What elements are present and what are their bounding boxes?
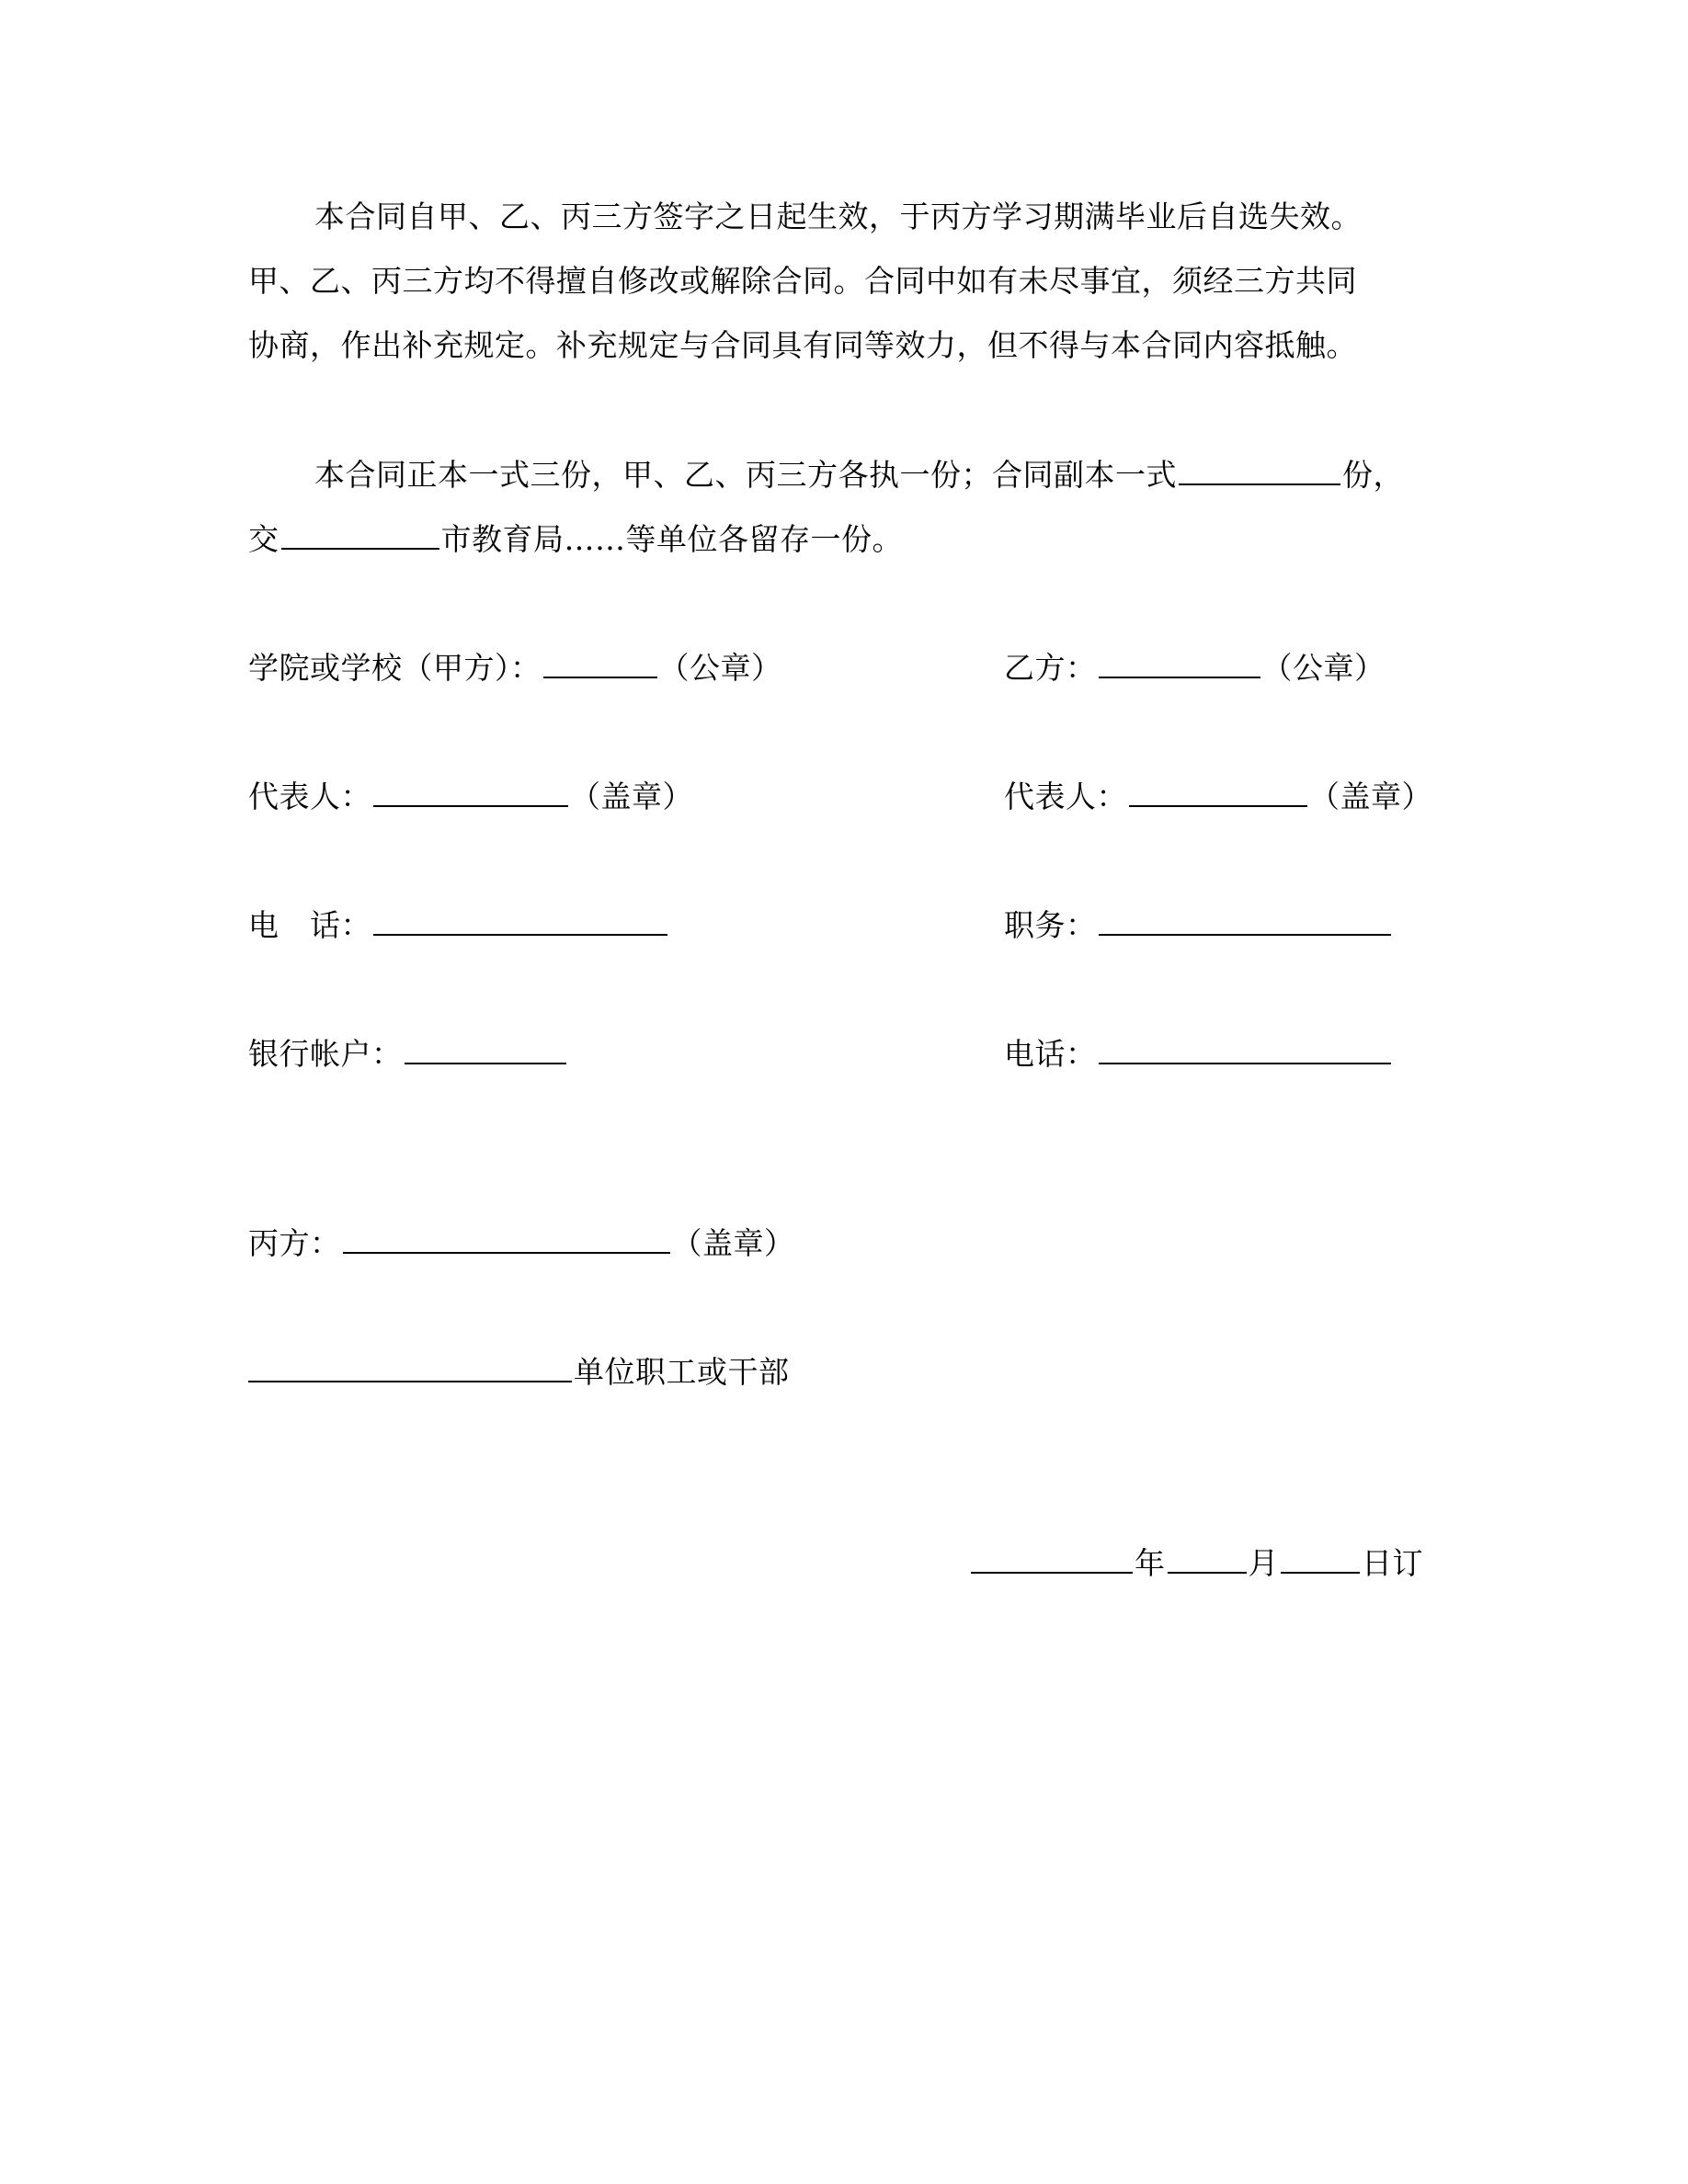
party-a-bank-label: 银行帐户： — [248, 1036, 403, 1072]
effect-line-3-text: 协商，作出补充规定。补充规定与合同具有同等效力，但不得与本合同内容抵触。 — [248, 327, 1357, 363]
party-a-rep-blank[interactable] — [373, 778, 568, 807]
copies-text-3: 交 — [248, 521, 279, 557]
party-a-school-row — [248, 649, 782, 687]
effect-paragraph-line-3 — [248, 327, 1357, 364]
party-b-blank[interactable] — [1099, 649, 1260, 678]
party-a-phone-blank[interactable] — [373, 906, 667, 936]
party-b-phone-label: 电话： — [1004, 1036, 1097, 1072]
date-day-label: 日订 — [1362, 1545, 1423, 1581]
party-a-school-label: 学院或学校（甲方）： — [248, 650, 542, 686]
party-a-school-blank[interactable] — [543, 649, 657, 678]
party-a-bank-row — [248, 1035, 568, 1073]
party-c-unit-suffix: 单位职工或干部 — [574, 1354, 790, 1390]
date-month-label: 月 — [1248, 1545, 1279, 1581]
party-a-phone-label: 电 话： — [248, 907, 371, 943]
party-b-phone-blank[interactable] — [1099, 1035, 1391, 1064]
copies-text-4: 市教育局……等单位各留存一份。 — [440, 521, 903, 557]
date-month-blank[interactable] — [1168, 1544, 1247, 1574]
party-b-rep-row — [1004, 778, 1432, 815]
party-b-position-row — [1004, 906, 1393, 944]
copies-paragraph-line-2 — [248, 520, 903, 558]
party-a-bank-blank[interactable] — [405, 1035, 566, 1064]
copies-paragraph-line-1 — [314, 456, 1404, 494]
date-day-blank[interactable] — [1281, 1544, 1360, 1574]
copies-count-blank[interactable] — [1179, 456, 1340, 485]
party-a-phone-row — [248, 906, 669, 944]
party-c-unit-row — [248, 1353, 790, 1391]
party-a-rep-row — [248, 778, 693, 815]
party-b-rep-seal: （盖章） — [1309, 779, 1432, 814]
party-b-position-blank[interactable] — [1099, 906, 1391, 936]
party-b-seal: （公章） — [1261, 650, 1386, 686]
copies-text-1: 本合同正本一式三份，甲、乙、丙三方各执一份；合同副本一式 — [314, 457, 1177, 493]
date-row — [971, 1544, 1423, 1582]
party-c-seal: （盖章） — [671, 1225, 795, 1261]
party-a-school-seal: （公章） — [658, 650, 782, 686]
copies-text-2: 份， — [1342, 457, 1404, 493]
party-b-position-label: 职务： — [1004, 907, 1097, 943]
effect-paragraph-line-2 — [248, 263, 1357, 300]
party-c-row — [248, 1224, 795, 1262]
party-b-label: 乙方： — [1004, 650, 1097, 686]
party-c-blank[interactable] — [343, 1224, 670, 1254]
party-a-rep-label: 代表人： — [248, 779, 371, 814]
party-b-rep-blank[interactable] — [1129, 778, 1307, 807]
date-year-blank[interactable] — [971, 1544, 1133, 1574]
effect-line-1-text: 本合同自甲、乙、丙三方签字之日起生效，于丙方学习期满毕业后自选失效。 — [314, 199, 1362, 234]
effect-line-2-text: 甲、乙、丙三方均不得擅自修改或解除合同。合同中如有未尽事宜，须经三方共同 — [248, 263, 1357, 299]
date-year-label: 年 — [1135, 1545, 1166, 1581]
effect-paragraph-line-1 — [314, 199, 1362, 235]
city-blank[interactable] — [281, 520, 439, 550]
party-c-unit-blank[interactable] — [248, 1353, 572, 1382]
party-b-row — [1004, 649, 1386, 687]
party-b-phone-row — [1004, 1035, 1393, 1073]
party-c-label: 丙方： — [248, 1225, 341, 1261]
party-a-rep-seal: （盖章） — [570, 779, 693, 814]
party-b-rep-label: 代表人： — [1004, 779, 1127, 814]
